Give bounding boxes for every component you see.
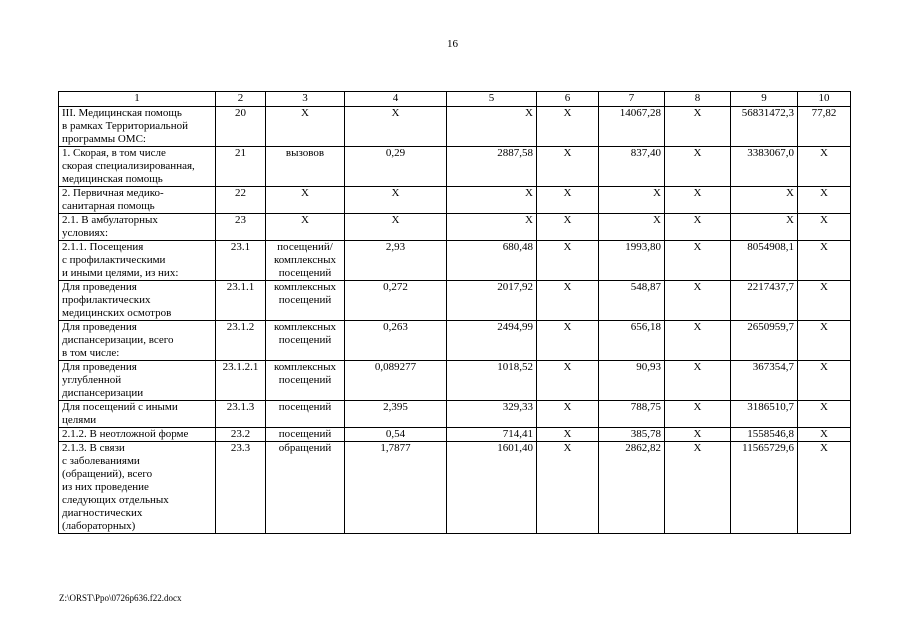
unit-cell: X <box>266 187 345 214</box>
value-cell: X <box>665 401 731 428</box>
row-name-cell: 2.1. В амбулаторных условиях: <box>59 214 216 241</box>
row-code-cell: 23.1 <box>216 241 266 281</box>
row-name-cell: 2. Первичная медико- санитарная помощь <box>59 187 216 214</box>
row-code-cell: 21 <box>216 147 266 187</box>
header-cell: 7 <box>599 92 665 107</box>
unit-cell: комплексных посещений <box>266 321 345 361</box>
value-cell: 3186510,7 <box>731 401 798 428</box>
value-cell: X <box>537 214 599 241</box>
file-path-footer: Z:\ORST\Ppo\0726p636.f22.docx <box>59 593 182 603</box>
value-cell: 0,263 <box>345 321 447 361</box>
row-code-cell: 20 <box>216 107 266 147</box>
value-cell: 788,75 <box>599 401 665 428</box>
table-row <box>59 361 851 401</box>
value-cell: X <box>537 241 599 281</box>
value-cell: X <box>599 214 665 241</box>
header-cell: 8 <box>665 92 731 107</box>
unit-cell: X <box>266 107 345 147</box>
table-row <box>59 147 851 187</box>
table-row <box>59 281 851 321</box>
value-cell: X <box>798 442 851 534</box>
table-row <box>59 428 851 442</box>
value-cell: X <box>345 187 447 214</box>
table-row <box>59 187 851 214</box>
table-row <box>59 321 851 361</box>
unit-cell: посещений <box>266 401 345 428</box>
header-cell: 5 <box>447 92 537 107</box>
value-cell: X <box>537 401 599 428</box>
value-cell: 0,29 <box>345 147 447 187</box>
value-cell: 1,7877 <box>345 442 447 534</box>
unit-cell: комплексных посещений <box>266 361 345 401</box>
value-cell: X <box>345 107 447 147</box>
value-cell: X <box>665 361 731 401</box>
row-code-cell: 23 <box>216 214 266 241</box>
value-cell: X <box>665 281 731 321</box>
value-cell: 0,54 <box>345 428 447 442</box>
row-name-cell: Для проведения профилактических медицинских осмотров <box>59 281 216 321</box>
value-cell: 56831472,3 <box>731 107 798 147</box>
value-cell: X <box>665 147 731 187</box>
value-cell: X <box>537 428 599 442</box>
row-code-cell: 23.1.1 <box>216 281 266 321</box>
row-name-cell: Для проведения углубленной диспансеризации <box>59 361 216 401</box>
value-cell: X <box>537 281 599 321</box>
value-cell: 8054908,1 <box>731 241 798 281</box>
value-cell: 1018,52 <box>447 361 537 401</box>
header-cell: 10 <box>798 92 851 107</box>
value-cell: 2887,58 <box>447 147 537 187</box>
value-cell: X <box>537 442 599 534</box>
value-cell: X <box>537 147 599 187</box>
value-cell: 1558546,8 <box>731 428 798 442</box>
unit-cell: обращений <box>266 442 345 534</box>
row-name-cell: 2.1.2. В неотложной форме <box>59 428 216 442</box>
unit-cell: посещений/ комплексных посещений <box>266 241 345 281</box>
table-row <box>59 401 851 428</box>
row-code-cell: 23.1.2.1 <box>216 361 266 401</box>
value-cell: X <box>798 428 851 442</box>
value-cell: 656,18 <box>599 321 665 361</box>
value-cell: 837,40 <box>599 147 665 187</box>
value-cell: X <box>447 187 537 214</box>
value-cell: 3383067,0 <box>731 147 798 187</box>
value-cell: 0,089277 <box>345 361 447 401</box>
header-cell: 1 <box>59 92 216 107</box>
row-name-cell: III. Медицинская помощь в рамках Территориальной программы ОМС: <box>59 107 216 147</box>
row-code-cell: 23.1.3 <box>216 401 266 428</box>
row-name-cell: 2.1.1. Посещения с профилактическими и иными целями, из них: <box>59 241 216 281</box>
table-row <box>59 442 851 534</box>
row-code-cell: 23.2 <box>216 428 266 442</box>
value-cell: X <box>731 214 798 241</box>
table-row <box>59 214 851 241</box>
value-cell: X <box>665 321 731 361</box>
value-cell: X <box>537 361 599 401</box>
header-cell: 2 <box>216 92 266 107</box>
unit-cell: комплексных посещений <box>266 281 345 321</box>
value-cell: X <box>798 147 851 187</box>
header-cell: 6 <box>537 92 599 107</box>
header-cell: 3 <box>266 92 345 107</box>
value-cell: 2650959,7 <box>731 321 798 361</box>
value-cell: X <box>731 187 798 214</box>
value-cell: 548,87 <box>599 281 665 321</box>
value-cell: 2,93 <box>345 241 447 281</box>
value-cell: 2217437,7 <box>731 281 798 321</box>
header-row <box>59 92 851 107</box>
row-name-cell: Для посещений с иными целями <box>59 401 216 428</box>
unit-cell: X <box>266 214 345 241</box>
value-cell: 329,33 <box>447 401 537 428</box>
value-cell: X <box>599 187 665 214</box>
value-cell: 385,78 <box>599 428 665 442</box>
table-body <box>59 107 851 534</box>
row-name-cell: 2.1.3. В связи с заболеваниями (обращений), всего из них проведение следующих отдельных диагностических (лабораторных) <box>59 442 216 534</box>
value-cell: X <box>665 187 731 214</box>
value-cell: 90,93 <box>599 361 665 401</box>
row-name-cell: Для проведения диспансеризации, всего в том числе: <box>59 321 216 361</box>
value-cell: X <box>537 187 599 214</box>
value-cell: 1993,80 <box>599 241 665 281</box>
value-cell: X <box>798 281 851 321</box>
table-row <box>59 241 851 281</box>
value-cell: X <box>665 442 731 534</box>
value-cell: 1601,40 <box>447 442 537 534</box>
value-cell: X <box>537 107 599 147</box>
value-cell: X <box>798 361 851 401</box>
value-cell: X <box>447 107 537 147</box>
value-cell: X <box>798 321 851 361</box>
row-code-cell: 22 <box>216 187 266 214</box>
value-cell: X <box>665 241 731 281</box>
page-number: 16 <box>447 38 458 50</box>
value-cell: 680,48 <box>447 241 537 281</box>
table-row <box>59 107 851 147</box>
value-cell: 2494,99 <box>447 321 537 361</box>
row-code-cell: 23.1.2 <box>216 321 266 361</box>
header-cell: 9 <box>731 92 798 107</box>
unit-cell: вызовов <box>266 147 345 187</box>
value-cell: X <box>665 428 731 442</box>
value-cell: X <box>665 214 731 241</box>
value-cell: 14067,28 <box>599 107 665 147</box>
row-code-cell: 23.3 <box>216 442 266 534</box>
value-cell: 11565729,6 <box>731 442 798 534</box>
value-cell: X <box>665 107 731 147</box>
value-cell: 367354,7 <box>731 361 798 401</box>
value-cell: 2862,82 <box>599 442 665 534</box>
value-cell: X <box>798 214 851 241</box>
value-cell: X <box>447 214 537 241</box>
value-cell: X <box>798 241 851 281</box>
row-name-cell: 1. Скорая, в том числе скорая специализированная, медицинская помощь <box>59 147 216 187</box>
data-table <box>58 91 851 534</box>
value-cell: X <box>798 401 851 428</box>
unit-cell: посещений <box>266 428 345 442</box>
header-cell: 4 <box>345 92 447 107</box>
value-cell: X <box>798 187 851 214</box>
value-cell: X <box>537 321 599 361</box>
value-cell: 2,395 <box>345 401 447 428</box>
value-cell: 2017,92 <box>447 281 537 321</box>
value-cell: 0,272 <box>345 281 447 321</box>
value-cell: 714,41 <box>447 428 537 442</box>
value-cell: 77,82 <box>798 107 851 147</box>
value-cell: X <box>345 214 447 241</box>
